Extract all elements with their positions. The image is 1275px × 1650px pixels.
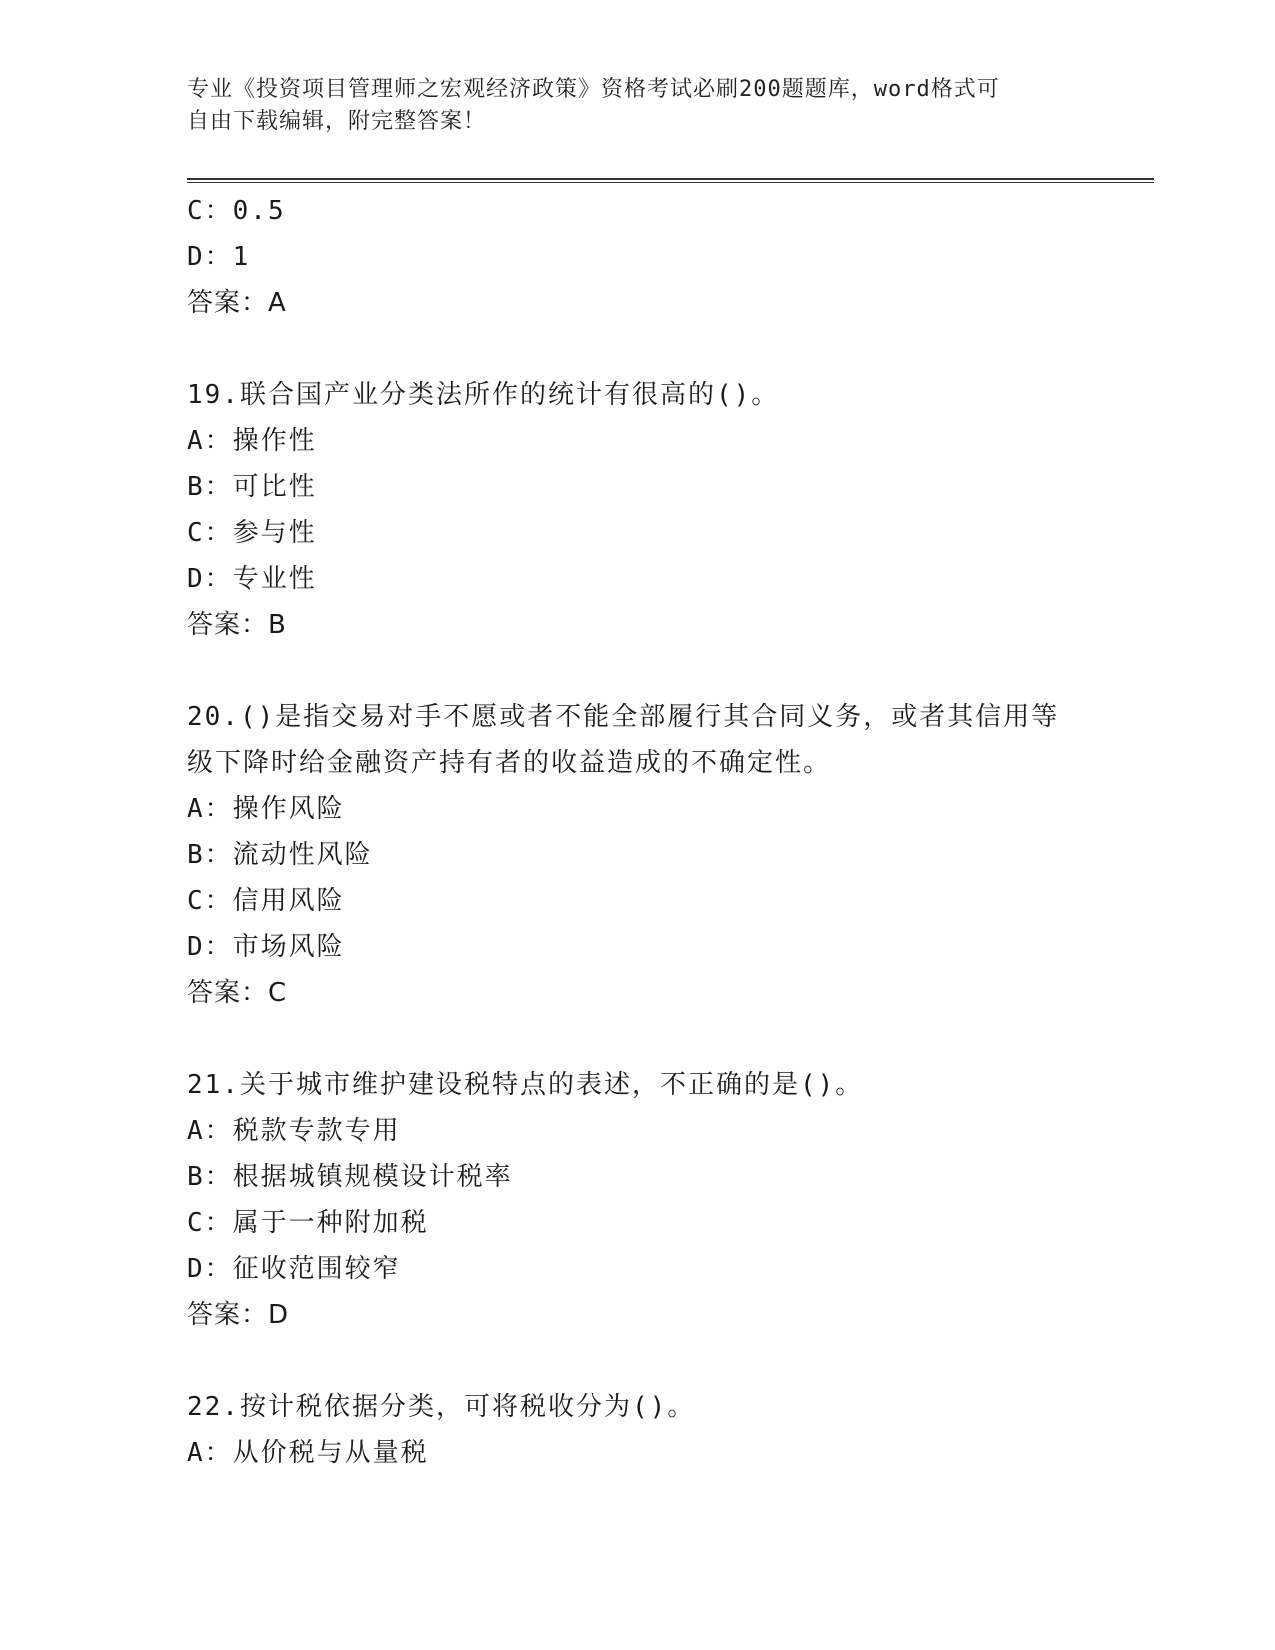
option-c: C：属于一种附加税 <box>187 1208 429 1238</box>
question-20 <box>187 694 1087 1016</box>
question-content <box>187 188 1087 1476</box>
option-a: A：操作性 <box>187 426 317 456</box>
option-b: B：流动性风险 <box>187 840 373 870</box>
option-d: D：专业性 <box>187 564 317 594</box>
option-b: B：可比性 <box>187 472 317 502</box>
option-c: C：信用风险 <box>187 886 345 916</box>
header-line-1: 专业《投资项目管理师之宏观经济政策》资格考试必刷200题题库，word格式可 <box>187 77 1000 102</box>
option-d: D：征收范围较窄 <box>187 1254 401 1284</box>
question-22 <box>187 1384 1087 1476</box>
answer: 答案：B <box>187 610 287 640</box>
question-text-line-1: 20.()是指交易对手不愿或者不能全部履行其合同义务，或者其信用等 <box>187 702 1060 732</box>
option-d: D：1 <box>187 242 251 272</box>
answer: 答案：C <box>187 978 288 1008</box>
option-d: D：市场风险 <box>187 932 345 962</box>
question-text: 22.按计税依据分类，可将税收分为()。 <box>187 1392 696 1422</box>
question-21 <box>187 1062 1087 1338</box>
question-19 <box>187 372 1087 648</box>
option-c: C：参与性 <box>187 518 317 548</box>
option-a: A：操作风险 <box>187 794 345 824</box>
question-18-fragment <box>187 188 1087 326</box>
page-header <box>187 74 1067 138</box>
option-a: A：税款专款专用 <box>187 1116 401 1146</box>
answer: 答案：A <box>187 288 287 318</box>
option-b: B：根据城镇规模设计税率 <box>187 1162 513 1192</box>
header-line-2: 自由下载编辑，附完整答案！ <box>187 109 487 134</box>
header-divider <box>187 178 1154 183</box>
option-a: A：从价税与从量税 <box>187 1438 429 1468</box>
option-c: C：0.5 <box>187 196 286 226</box>
question-text-line-2: 级下降时给金融资产持有者的收益造成的不确定性。 <box>187 748 832 778</box>
question-text: 21.关于城市维护建设税特点的表述，不正确的是()。 <box>187 1070 864 1100</box>
answer: 答案：D <box>187 1300 290 1330</box>
question-text: 19.联合国产业分类法所作的统计有很高的()。 <box>187 380 780 410</box>
